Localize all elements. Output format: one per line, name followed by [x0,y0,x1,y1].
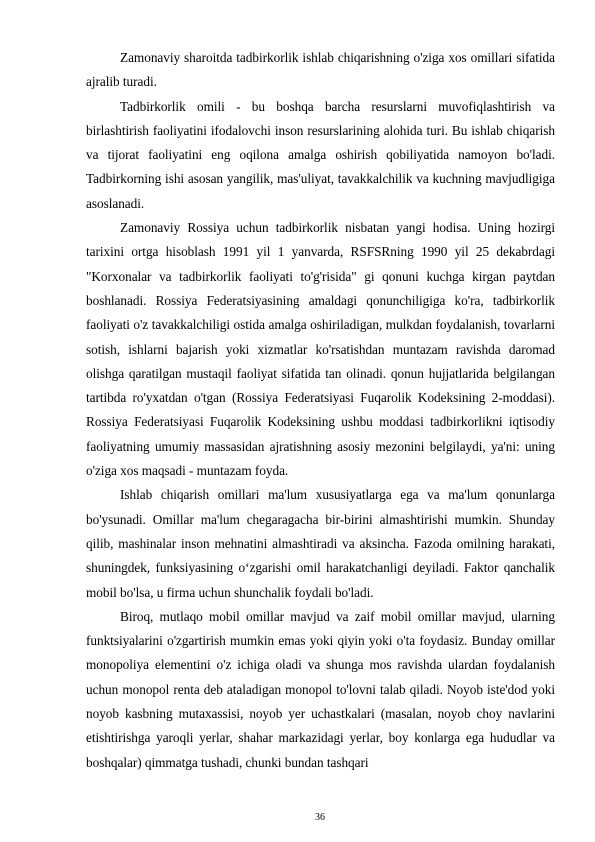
paragraph-3: Zamonaviy Rossiya uchun tadbirkorlik nisbatan yangi hodisa. Uning hozirgi tarixini ortga hisoblash 1991 yil 1 yanvarda, RSFSRning 1990 yil 25 dekabrdagi "Korxonalar va tadbirkorlik faoliyati to'g'risida" gi qonuni kuchga kirgan paytdan boshlanadi. Rossiya Federatsiyasining amaldagi qonunchiligiga ko'ra, tadbirkorlik faoliyati o'z tavakkalchiligi ostida amalga oshiriladigan, mulkdan foydalanish, tovarlarni sotish, ishlarni bajarish yoki xizmatlar ko'rsatishdan muntazam ravishda daromad olishga qaratilgan mustaqil faoliyat sifatida tan olinadi. qonun hujjatlarida belgilangan tartibda ro'yxatdan o'tgan (Rossiya Federatsiyasi Fuqarolik Kodeksining 2-moddasi). Rossiya Federatsiyasi Fuqarolik Kodeksining ushbu moddasi tadbirkorlikni iqtisodiy faoliyatning umumiy massasidan ajratishning asosiy mezonini belgilaydi, ya'ni: uning o'ziga xos maqsadi - muntazam foyda. [86,220,555,479]
paragraph-5: Biroq, mutlaqo mobil omillar mavjud va zaif mobil omillar mavjud, ularning funktsiyalarini o'zgartirish mumkin emas yoki qiyin yoki o'ta foydasiz. Bunday omillar monopoliya elementini o'z ichiga oladi va shunga mos ravishda ulardan foydalanish uchun monopol renta deb ataladigan monopol to'lovni talab qiladi. Noyob iste'dod yoki noyob kasbning mutaxassisi, noyob yer uchastkalari (masalan, noyob choy navlarini etishtirishga yaroqli yerlar, shahar markazidagi yerlar, boy konlarga ega hududlar va boshqalar) qimmatga tushadi, chunki bundan tashqari [86,608,555,770]
paragraph-2: Tadbirkorlik omili - bu boshqa barcha resurslarni muvofiqlashtirish va birlashtirish faoliyatini ifodalovchi inson resurslarining alohida turi. Bu ishlab chiqarish va tijorat faoliyatini eng oqilona amalga oshirish qobiliyatida namoyon bo'ladi. Tadbirkorning ishi asosan yangilik, mas'uliyat, tavakkalchilik va kuchning mavjudligiga asoslanadi. [86,98,555,211]
page-number: 36 [315,812,325,823]
document-body [86,46,555,775]
paragraph-1: Zamonaviy sharoitda tadbirkorlik ishlab chiqarishning o'ziga xos omillari sifatida ajralib turadi. [86,50,555,90]
paragraph-4: Ishlab chiqarish omillari ma'lum xususiyatlarga ega va ma'lum qonunlarga bo'ysunadi. Omillar ma'lum chegaragacha bir-birini almashtirishi mumkin. Shunday qilib, mashinalar inson mehnatini almashtiradi va aksincha. Fazoda omilning harakati, shuningdek, funksiyasining o‘zgarishi omil harakatchanligi deyiladi. Faktor qanchalik mobil bo'lsa, u firma uchun shunchalik foydali bo'ladi. [86,487,555,600]
